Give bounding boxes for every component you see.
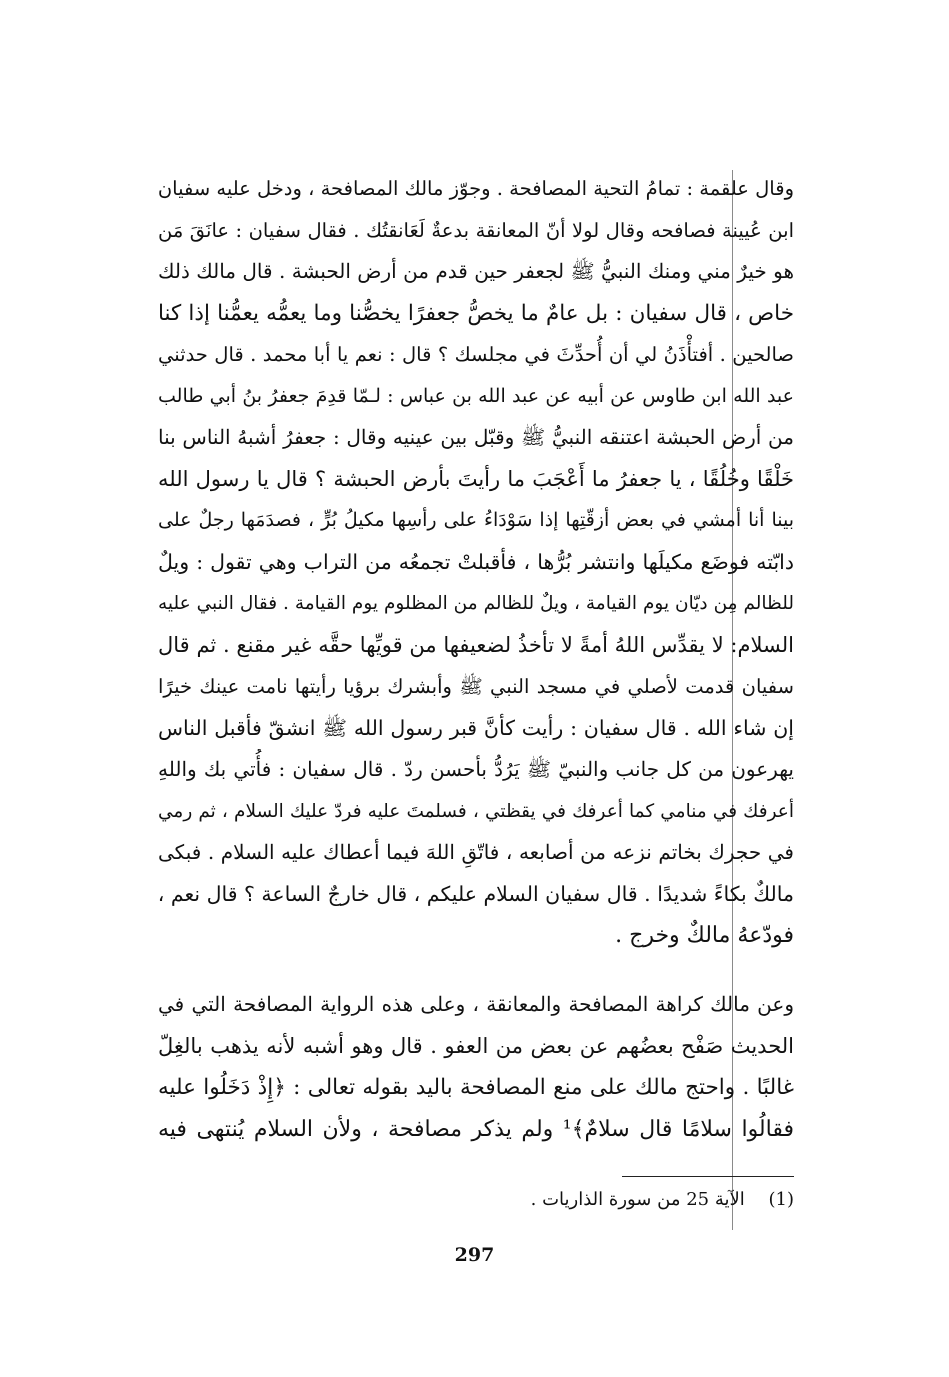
text-line: أعرفك في منامي كما أعرفك في يقظتي ، فسلمتَ عليه فردّ عليك السلام ، ثم رمي bbox=[158, 800, 794, 822]
paragraph-1 bbox=[158, 168, 794, 957]
text-line: يهرعون من كل جانب والنبيّ ﷺ يَرُدُّ بأحسن ردّ . قال سفيان : فأُتي بك واللهِ bbox=[158, 757, 794, 781]
text-line: عبد الله ابن طاوس عن أبيه عن عبد الله بن عباس : لـمّا قدِمَ جعفرُ بنُ أبي طالب bbox=[158, 384, 794, 407]
text-line: بينا أنا أمشي في بعض أزقّتِها إذا سَوْدَاءُ على رأسِها مكيلُ بُرٍّ ، فصدَمَها رجلٌ على bbox=[158, 509, 794, 531]
footnote-number: (1) bbox=[768, 1189, 794, 1210]
footnote bbox=[400, 1182, 794, 1218]
text-line: فقالُوا سلامًا قال سلامٌ﴾¹ ولم يذكر مصافحة ، ولأن السلام يُنتهى فيه bbox=[158, 1116, 794, 1142]
text-line: ابن عُيينة فصافحه وقال لولا أنّ المعانقة بدعةٌ لَعَانقتُك . فقال سفيان : عانَقَ مَن bbox=[158, 218, 794, 242]
footnote-divider bbox=[622, 1176, 794, 1177]
text-line: مالكٌ بكاءً شديدًا . قال سفيان السلام عليكم ، قال خارجٌ الساعة ؟ قال نعم ، bbox=[158, 881, 794, 906]
text-line: صالحين . أفتأْذَنُ لي أن أُحدِّثَ في مجلسك ؟ قال : نعم يا أبا محمد . قال حدثني bbox=[158, 343, 794, 366]
text-line: من أرض الحبشة اعتنقه النبيُّ ﷺ وقبّل بين عينيه وقال : جعفرُ أشبهُ الناس بنا bbox=[158, 425, 794, 449]
text-line: خَلْقًا وخُلُقًا ، يا جعفرُ ما أَعْجَبَ ما رأيتَ بأرض الحبشة ؟ قال يا رسول الله bbox=[158, 466, 794, 491]
text-line: للظالم مِن ديّان يوم القيامة ، ويلٌ للظالم من المظلوم يوم القيامة . فقال النبي عليه bbox=[158, 593, 794, 614]
page-number: 297 bbox=[454, 1244, 495, 1266]
text-line: فودّعهُ مالكٌ وخرج . bbox=[615, 923, 794, 948]
text-line: خاص ، قال سفيان : بل عامٌ ما يخصُّ جعفرًا يخصُّنا وما يعمُّه يعمُّنا إذا كنا bbox=[158, 300, 794, 326]
text-line: هو خيرٌ مني ومنك النبيُّ ﷺ لجعفر حين قدم من أرض الحبشة . قال مالك ذلك bbox=[158, 259, 794, 283]
text-line: السلام: لا يقدِّس اللهُ أمةً لا تأخذُ لضعيفها من قويِّها حقَّه غير مقنع . ثم قال bbox=[158, 632, 794, 657]
footnote-text: الآية 25 من سورة الذاريات . bbox=[530, 1189, 745, 1210]
text-line: وعن مالك كراهة المصافحة والمعانقة ، وعلى هذه الرواية المصافحة التي في bbox=[158, 992, 794, 1016]
text-line: سفيان قدمت لأصلي في مسجد النبي ﷺ وأبشرك برؤيا رأيتها نامت عينك خيرًا bbox=[158, 675, 794, 698]
paragraph-2 bbox=[158, 984, 794, 1150]
text-line: في حجرك بخاتم نزعه من أصابعه ، فاتّقِ اللهَ فيما أعطاك عليه السلام . فبكى bbox=[158, 840, 794, 864]
text-line: الحديث صَفْح بعضُهم عن بعض من العفو . قال وهو أشبه لأنه يذهب بالغِلّ bbox=[158, 1033, 794, 1058]
text-line: غالبًا . واحتج مالك على منع المصافحة باليد بقوله تعالى : ﴿إِذْ دَخَلُوا عليه bbox=[158, 1075, 794, 1100]
text-line: إن شاء الله . قال سفيان : رأيت كأنَّ قبر رسول الله ﷺ انشقّ فأقبل الناس bbox=[158, 715, 794, 740]
text-line: دابّته فوضَع مكيلَها وانتشر بُرُّها ، فأقبلتْ تجمعُه من التراب وهي تقول : ويلٌ bbox=[158, 549, 794, 574]
text-line: وقال علقمة : تمامُ التحية المصافحة . وجوّز مالك المصافحة ، ودخل عليه سفيان bbox=[158, 177, 794, 200]
